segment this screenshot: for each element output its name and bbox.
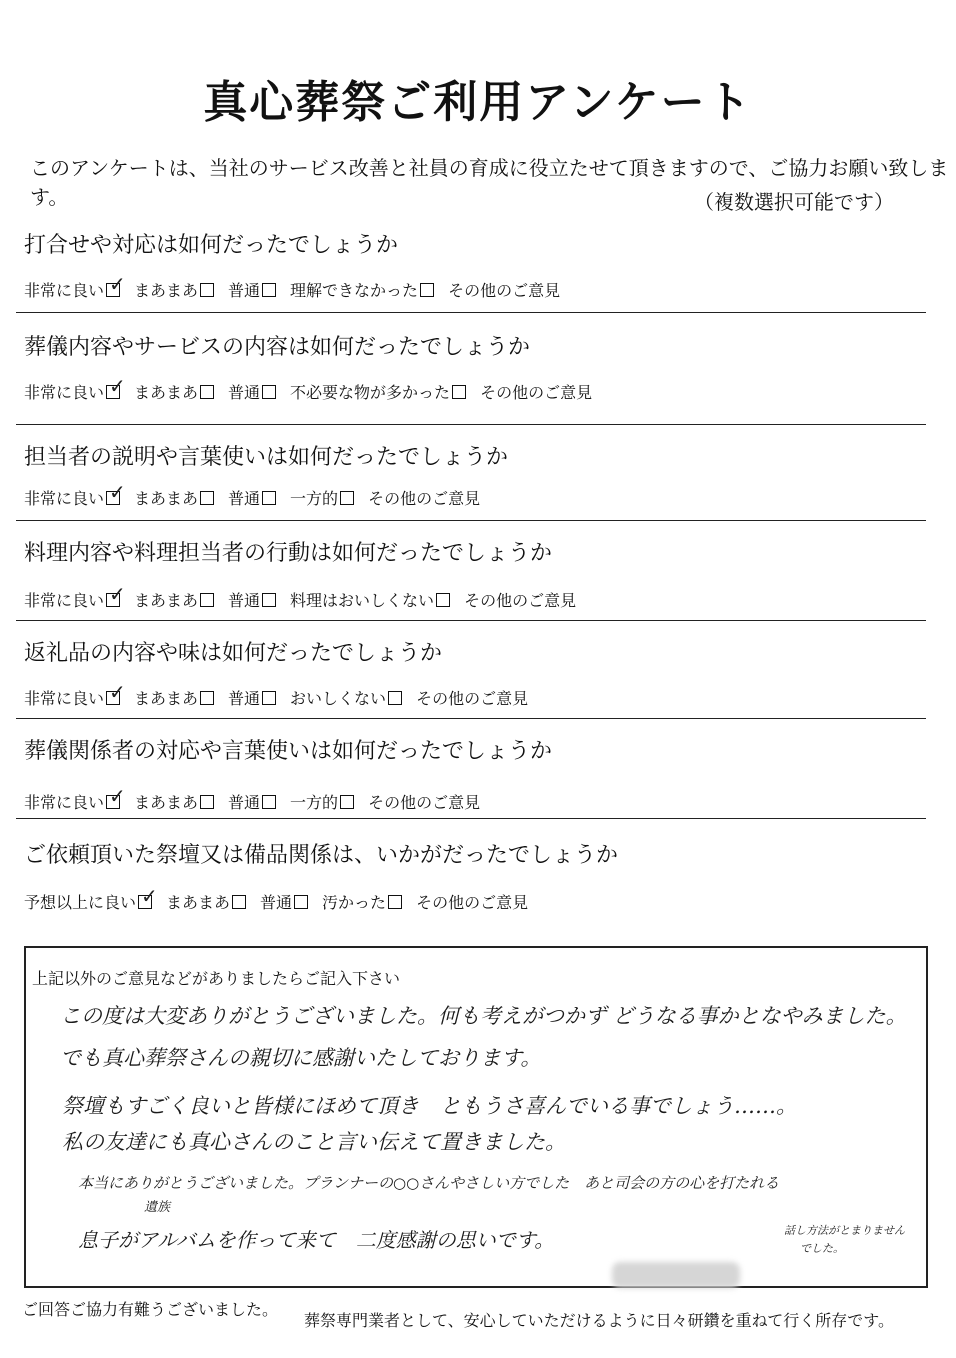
checkbox[interactable] xyxy=(340,795,354,809)
answer-option[interactable] xyxy=(290,486,354,509)
comment-label: 上記以外のご意見などがありましたらご記入下さい xyxy=(32,969,401,988)
checkbox[interactable] xyxy=(340,491,354,505)
checkmark-icon: ✓ xyxy=(109,479,126,504)
checkbox[interactable] xyxy=(200,283,214,297)
option-label: その他のご意見 xyxy=(448,281,561,300)
option-label: 普通 xyxy=(228,591,261,610)
handwritten-line: 祭壇もすごく良いと皆様にほめて頂き ともうさ喜んでいる事でしょう……。 xyxy=(62,1094,797,1118)
option-label: 非常に良い xyxy=(24,689,105,708)
question-text: ご依頼頂いた祭壇又は備品関係は、いかがだったでしょうか xyxy=(24,843,619,868)
answer-option[interactable] xyxy=(228,588,276,611)
footer-thanks: ご回答ご協力有難うございました。 xyxy=(22,1300,279,1319)
answer-options xyxy=(24,679,529,709)
answer-option[interactable] xyxy=(134,278,214,301)
section-divider xyxy=(16,620,926,621)
option-label: まあまあ xyxy=(134,793,199,812)
answer-option[interactable] xyxy=(290,380,466,403)
answer-option[interactable] xyxy=(480,380,592,403)
answer-option[interactable] xyxy=(134,790,214,813)
section-divider xyxy=(16,312,926,313)
section-divider xyxy=(16,424,926,425)
option-label: 料理はおいしくない xyxy=(290,591,435,610)
question-text: 料理内容や料理担当者の行動は如何だったでしょうか xyxy=(24,541,553,566)
answer-option[interactable] xyxy=(368,790,480,813)
answer-option[interactable] xyxy=(24,783,126,813)
answer-option[interactable] xyxy=(368,486,480,509)
option-label: まあまあ xyxy=(134,383,199,402)
answer-option[interactable] xyxy=(416,686,528,709)
checkbox[interactable] xyxy=(388,691,402,705)
option-label: まあまあ xyxy=(134,281,199,300)
option-label: その他のご意見 xyxy=(464,591,577,610)
checkbox[interactable] xyxy=(294,895,308,909)
checkbox[interactable] xyxy=(106,679,126,705)
option-label: 普通 xyxy=(228,489,261,508)
handwritten-line: 話し方法がとまりません xyxy=(784,1224,905,1237)
question-text: 葬儀内容やサービスの内容は如何だったでしょうか xyxy=(24,335,531,360)
section-divider xyxy=(16,818,926,819)
answer-options xyxy=(24,883,529,913)
checkbox[interactable] xyxy=(262,385,276,399)
option-label: 非常に良い xyxy=(24,591,105,610)
answer-option[interactable] xyxy=(290,686,402,709)
handwritten-line: でした。 xyxy=(800,1242,844,1255)
checkbox[interactable] xyxy=(388,895,402,909)
answer-option[interactable] xyxy=(24,679,126,709)
checkmark-icon: ✓ xyxy=(109,783,126,808)
answer-option[interactable] xyxy=(322,890,402,913)
redacted-signature xyxy=(612,1262,740,1288)
option-label: 非常に良い xyxy=(24,793,105,812)
question-text: 担当者の説明や言葉使いは如何だったでしょうか xyxy=(24,445,509,470)
checkbox[interactable] xyxy=(262,593,276,607)
checkbox[interactable] xyxy=(232,895,246,909)
footer-statement: 葬祭専門業者として、安心していただけるように日々研鑽を重ねて行く所存です。 xyxy=(303,1311,894,1330)
checkmark-icon: ✓ xyxy=(109,679,126,704)
option-label: 普通 xyxy=(228,793,261,812)
answer-option[interactable] xyxy=(24,479,126,509)
option-label: おいしくない xyxy=(290,689,387,708)
survey-title: 真心葬祭ご利用アンケート xyxy=(203,77,753,128)
checkbox[interactable] xyxy=(452,385,466,399)
option-label: 非常に良い xyxy=(24,281,105,300)
checkbox[interactable] xyxy=(436,593,450,607)
answer-option[interactable] xyxy=(134,380,214,403)
checkbox[interactable] xyxy=(106,373,126,399)
handwritten-line: 息子がアルバムを作って来て 二度感謝の思いです。 xyxy=(78,1228,555,1252)
answer-options xyxy=(24,581,577,611)
handwritten-line: 本当にありがとうございました。プランナーの○○さんやさしい方でした あと司会の方の心を打たれる xyxy=(78,1174,780,1192)
checkbox[interactable] xyxy=(106,783,126,809)
checkbox[interactable] xyxy=(200,691,214,705)
question-text: 返礼品の内容や味は如何だったでしょうか xyxy=(24,641,443,666)
checkbox[interactable] xyxy=(106,581,126,607)
handwritten-line: でも真心葬祭さんの親切に感謝いたしております。 xyxy=(60,1046,542,1070)
option-label: 普通 xyxy=(260,893,293,912)
option-label: その他のご意見 xyxy=(416,689,529,708)
answer-options xyxy=(24,479,481,509)
answer-option[interactable] xyxy=(24,373,126,403)
option-label: 普通 xyxy=(228,281,261,300)
answer-option[interactable] xyxy=(290,790,354,813)
handwritten-line: 私の友達にも真心さんのこと言い伝えて置きました。 xyxy=(62,1130,566,1154)
option-label: その他のご意見 xyxy=(416,893,529,912)
answer-option[interactable] xyxy=(260,890,308,913)
answer-option[interactable] xyxy=(464,588,576,611)
checkbox[interactable] xyxy=(200,795,214,809)
option-label: まあまあ xyxy=(134,489,199,508)
option-label: 非常に良い xyxy=(24,383,105,402)
checkbox[interactable] xyxy=(262,795,276,809)
handwritten-line: この度は大変ありがとうございました。何も考えがつかず どうなる事かとなやみました。 xyxy=(60,1004,907,1028)
option-label: まあまあ xyxy=(134,689,199,708)
intro-text: このアンケートは、当社のサービス改善と社員の育成に役立たせて頂きますので、ご協力お願い致します。 xyxy=(30,156,949,209)
answer-option[interactable] xyxy=(24,883,158,913)
answer-option[interactable] xyxy=(228,486,276,509)
checkbox[interactable] xyxy=(420,283,434,297)
answer-option[interactable] xyxy=(24,581,126,611)
checkmark-icon: ✓ xyxy=(109,581,126,606)
checkbox[interactable] xyxy=(200,385,214,399)
answer-options xyxy=(24,373,593,403)
answer-option[interactable] xyxy=(134,588,214,611)
checkbox[interactable] xyxy=(262,491,276,505)
option-label: まあまあ xyxy=(134,591,199,610)
checkbox[interactable] xyxy=(138,883,158,909)
answer-option[interactable] xyxy=(134,486,214,509)
answer-option[interactable] xyxy=(448,278,560,301)
option-label: その他のご意見 xyxy=(480,383,593,402)
option-label: まあまあ xyxy=(166,893,231,912)
option-label: 一方的 xyxy=(290,793,339,812)
checkbox[interactable] xyxy=(262,283,276,297)
answer-option[interactable] xyxy=(228,278,276,301)
handwritten-line: 遺族 xyxy=(144,1200,171,1215)
option-label: 不必要な物が多かった xyxy=(290,383,451,402)
section-divider xyxy=(16,718,926,719)
question-text: 葬儀関係者の対応や言葉使いは如何だったでしょうか xyxy=(24,739,553,764)
multiple-choice-note: （複数選択可能です） xyxy=(694,190,894,214)
answer-option[interactable] xyxy=(228,790,276,813)
answer-option[interactable] xyxy=(24,271,126,301)
answer-option[interactable] xyxy=(166,890,246,913)
section-divider xyxy=(16,520,926,521)
answer-option[interactable] xyxy=(134,686,214,709)
answer-option[interactable] xyxy=(228,380,276,403)
answer-option[interactable] xyxy=(228,686,276,709)
checkmark-icon: ✓ xyxy=(141,883,158,908)
checkbox[interactable] xyxy=(200,593,214,607)
option-label: 非常に良い xyxy=(24,489,105,508)
question-text: 打合せや対応は如何だったでしょうか xyxy=(24,233,399,258)
checkbox[interactable] xyxy=(106,479,126,505)
answer-option[interactable] xyxy=(290,278,434,301)
answer-option[interactable] xyxy=(416,890,528,913)
option-label: 予想以上に良い xyxy=(24,893,137,912)
answer-option[interactable] xyxy=(290,588,450,611)
checkbox[interactable] xyxy=(106,271,126,297)
checkmark-icon: ✓ xyxy=(109,271,126,296)
checkbox[interactable] xyxy=(200,491,214,505)
option-label: 汚かった xyxy=(322,893,387,912)
checkmark-icon: ✓ xyxy=(109,373,126,398)
option-label: 一方的 xyxy=(290,489,339,508)
option-label: 普通 xyxy=(228,689,261,708)
answer-options xyxy=(24,783,481,813)
option-label: 理解できなかった xyxy=(290,281,419,300)
option-label: その他のご意見 xyxy=(368,489,481,508)
option-label: 普通 xyxy=(228,383,261,402)
checkbox[interactable] xyxy=(262,691,276,705)
option-label: その他のご意見 xyxy=(368,793,481,812)
answer-options xyxy=(24,271,561,301)
